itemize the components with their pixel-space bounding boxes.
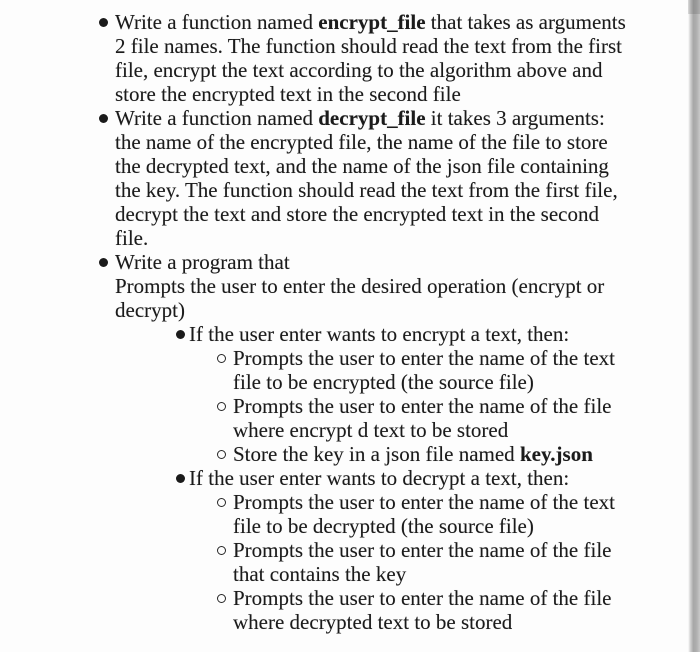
circle-bullet-icon bbox=[217, 498, 226, 507]
line-text: Prompts the user to enter the name of the file bbox=[233, 538, 612, 562]
line-text: Prompts the user to enter the name of the file bbox=[233, 394, 612, 418]
line-text: decrypt the text and store the encrypted text in the second bbox=[115, 202, 599, 226]
list-item-line bbox=[0, 562, 686, 586]
list-item-line bbox=[0, 82, 686, 106]
circle-bullet-icon bbox=[217, 402, 226, 411]
line-text: store the encrypted text in the second file bbox=[115, 82, 461, 106]
line-text: Prompts the user to enter the name of the text bbox=[233, 346, 615, 370]
circle-bullet-icon bbox=[217, 450, 226, 459]
line-text: file to be decrypted (the source file) bbox=[233, 514, 534, 538]
line-text-bold: encrypt_file bbox=[318, 10, 426, 34]
line-text: the name of the encrypted file, the name of the file to store bbox=[115, 130, 608, 154]
list-item-line bbox=[0, 226, 686, 250]
line-text: that takes as arguments bbox=[425, 10, 626, 34]
list-item-line bbox=[0, 394, 686, 418]
line-text: file, encrypt the text according to the algorithm above and bbox=[115, 58, 603, 82]
line-text: 2 file names. The function should read the text from the first bbox=[115, 34, 622, 58]
list-item-line bbox=[0, 466, 686, 490]
circle-bullet-icon bbox=[217, 546, 226, 555]
list-item-line bbox=[0, 346, 686, 370]
list-item-line bbox=[0, 586, 686, 610]
list-item-line bbox=[0, 202, 686, 226]
list-item-line bbox=[0, 178, 686, 202]
list-item-line bbox=[0, 538, 686, 562]
list-item-line bbox=[0, 130, 686, 154]
line-text: If the user enter wants to encrypt a text, then: bbox=[189, 322, 570, 346]
list-item-line bbox=[0, 370, 686, 394]
list-item-line bbox=[0, 514, 686, 538]
line-text: If the user enter wants to decrypt a text, then: bbox=[189, 466, 570, 490]
line-text: the decrypted text, and the name of the json file containing bbox=[115, 154, 609, 178]
scrollbar[interactable] bbox=[688, 0, 700, 652]
list-item-line bbox=[0, 10, 686, 34]
line-text-bold: key.json bbox=[519, 442, 593, 466]
bullet-icon bbox=[99, 258, 108, 267]
list-item-line bbox=[0, 106, 686, 130]
line-text: Write a program that bbox=[115, 250, 290, 274]
line-text: Prompts the user to enter the name of the file bbox=[233, 586, 612, 610]
line-text: Store the key in a json file named bbox=[233, 442, 520, 466]
line-text: it takes 3 arguments: bbox=[425, 106, 605, 130]
bullet-icon bbox=[176, 330, 185, 339]
bullet-icon bbox=[176, 474, 185, 483]
line-text: that contains the key bbox=[233, 562, 407, 586]
scrollbar-top-cap bbox=[688, 0, 700, 14]
line-text: where encrypt d text to be stored bbox=[233, 418, 509, 442]
bulleted-instructions bbox=[0, 10, 686, 634]
list-item-line bbox=[0, 610, 686, 634]
list-item-line bbox=[0, 58, 686, 82]
bullet-icon bbox=[99, 18, 108, 27]
line-text: where decrypted text to be stored bbox=[233, 610, 513, 634]
line-text: file. bbox=[115, 226, 149, 250]
line-text: Prompts the user to enter the name of the text bbox=[233, 490, 615, 514]
list-item-line bbox=[0, 418, 686, 442]
line-text: decrypt) bbox=[115, 298, 185, 322]
line-text: Write a function named bbox=[115, 106, 319, 130]
line-text: Write a function named bbox=[115, 10, 319, 34]
line-text: the key. The function should read the text from the first file, bbox=[115, 178, 618, 202]
list-item-line bbox=[0, 298, 686, 322]
line-text: file to be encrypted (the source file) bbox=[233, 370, 534, 394]
circle-bullet-icon bbox=[217, 354, 226, 363]
list-item-line bbox=[0, 250, 686, 274]
list-item-line bbox=[0, 490, 686, 514]
list-item-line bbox=[0, 154, 686, 178]
list-item-line bbox=[0, 442, 686, 466]
list-item-line bbox=[0, 274, 686, 298]
list-item-line bbox=[0, 322, 686, 346]
line-text: Prompts the user to enter the desired operation (encrypt or bbox=[115, 274, 605, 298]
circle-bullet-icon bbox=[217, 594, 226, 603]
list-item-line bbox=[0, 34, 686, 58]
bullet-icon bbox=[99, 114, 108, 123]
line-text-bold: decrypt_file bbox=[318, 106, 426, 130]
